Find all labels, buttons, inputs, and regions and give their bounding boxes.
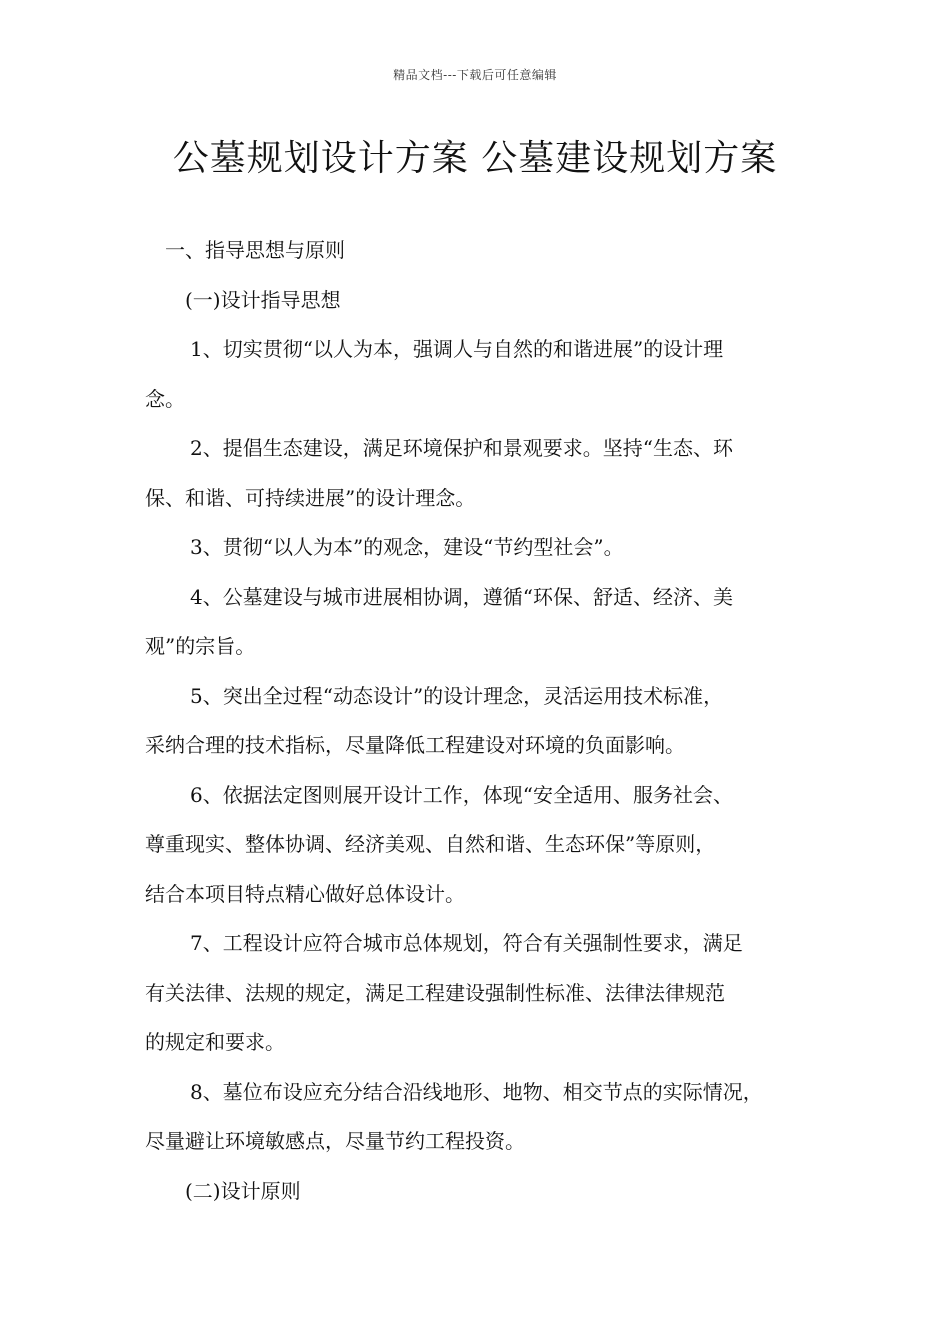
paragraph-line: (一)设计指导思想: [185, 287, 341, 312]
paragraph-line: 保、和谐、可持续进展”的设计理念。: [145, 485, 476, 510]
paragraph-line: 观”的宗旨。: [145, 634, 256, 658]
document-body: [145, 226, 810, 1216]
paragraph-line: 2、提倡生态建设，满足环境保护和景观要求。坚持“生态、环: [190, 436, 733, 460]
paragraph-line: 结合本项目特点精心做好总体设计。: [145, 881, 465, 906]
paragraph-line: 尊重现实、整体协调、经济美观、自然和谐、生态环保”等原则，: [145, 832, 716, 856]
header-note: 精品文档---下载后可任意编辑: [393, 68, 557, 82]
paragraph-line: 尽量避让环境敏感点，尽量节约工程投资。: [145, 1129, 525, 1153]
paragraph-line: 6、依据法定图则展开设计工作，体现“安全适用、服务社会、: [190, 782, 733, 807]
paragraph-line: 一、指导思想与原则: [165, 238, 345, 262]
paragraph-line: 3、贯彻“以人为本”的观念，建设“节约型社会”。: [190, 535, 624, 559]
paragraph-line: 念。: [145, 386, 185, 411]
paragraph-line: 8、墓位布设应充分结合沿线地形、地物、相交节点的实际情况，: [190, 1079, 763, 1104]
document-title: 公墓规划设计方案 公墓建设规划方案: [172, 138, 778, 179]
paragraph-line: (二)设计原则: [185, 1178, 301, 1203]
paragraph-line: 有关法律、法规的规定，满足工程建设强制性标准、法律法律规范: [145, 980, 725, 1005]
paragraph-line: 7、工程设计应符合城市总体规划，符合有关强制性要求，满足: [190, 931, 743, 955]
paragraph-line: 4、公墓建设与城市进展相协调，遵循“环保、舒适、经济、美: [190, 584, 733, 609]
paragraph-line: 的规定和要求。: [145, 1030, 285, 1054]
paragraph-line: 1、切实贯彻“以人为本，强调人与自然的和谐进展”的设计理: [190, 337, 724, 361]
paragraph-line: 采纳合理的技术指标，尽量降低工程建设对环境的负面影响。: [145, 733, 685, 757]
paragraph-line: 5、突出全过程“动态设计”的设计理念，灵活运用技术标准，: [190, 683, 724, 708]
